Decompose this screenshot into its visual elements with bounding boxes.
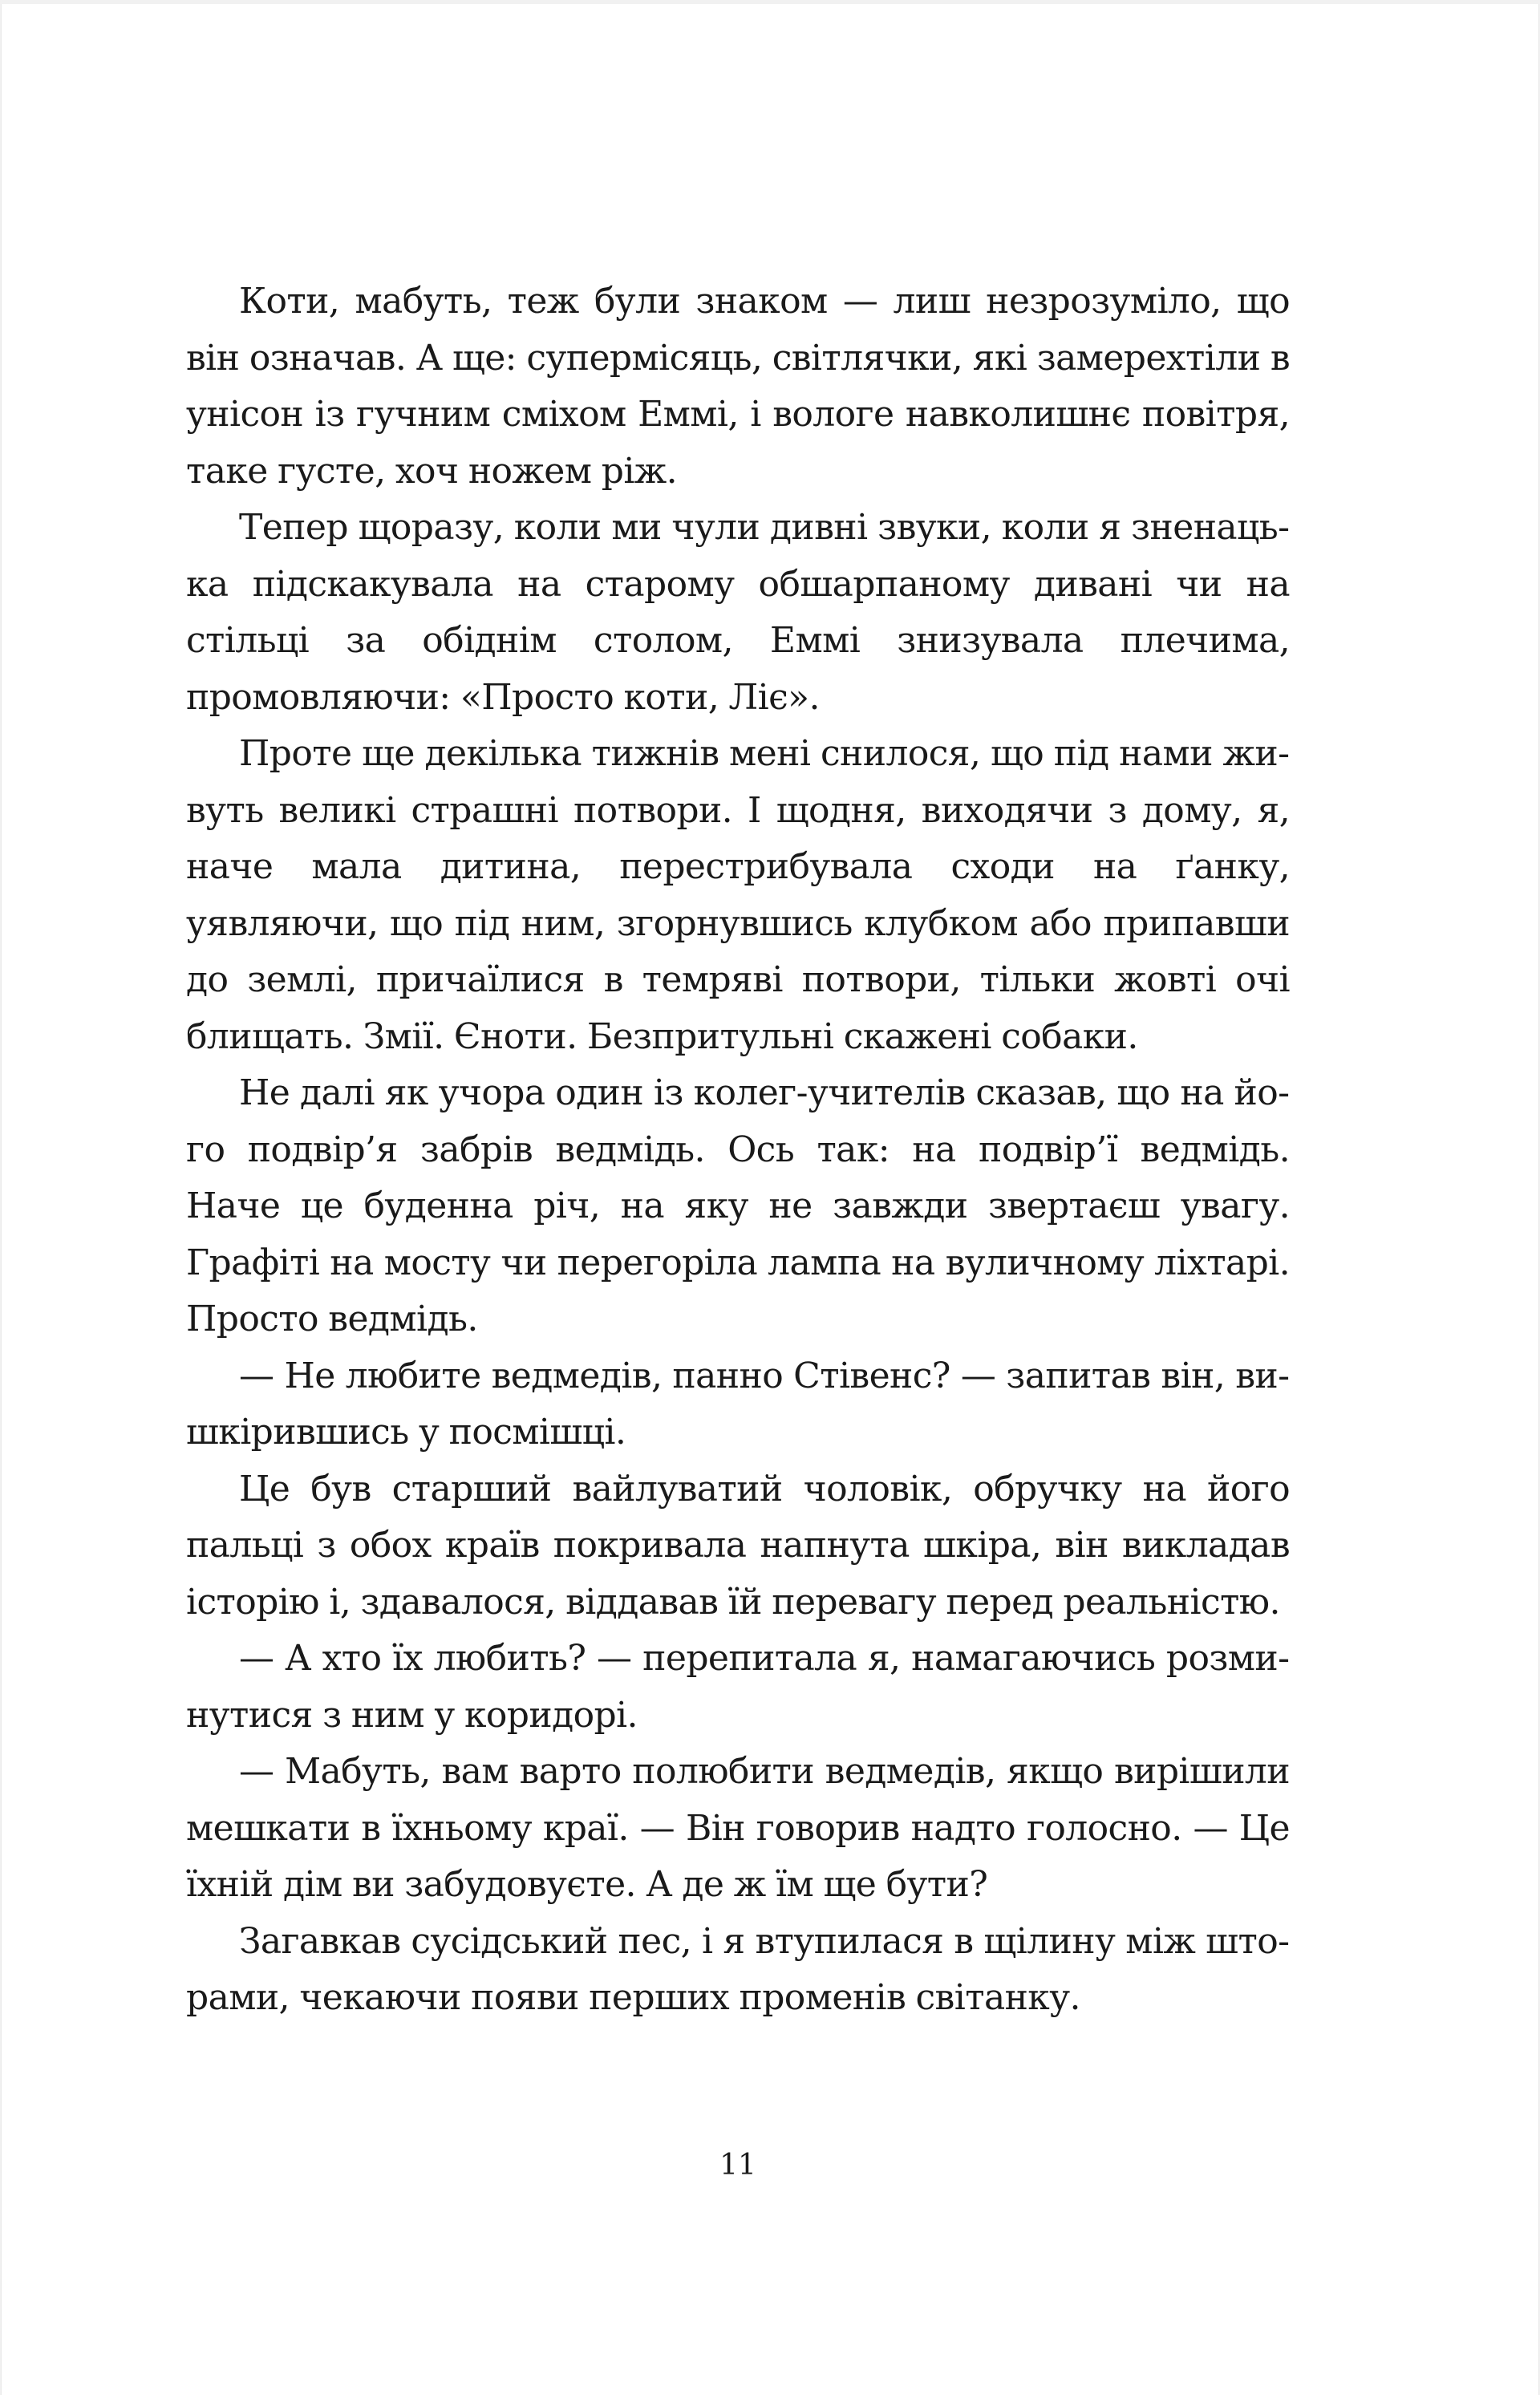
- dialogue-paragraph: — Не любите ведмедів, панно Стівенс? — запитав він, вишкірившись у посмішці.: [186, 1355, 1290, 1453]
- paragraph: Проте ще декілька тижнів мені снилося, що під нами живуть великі страшні потвори. І щодня, виходячи з дому, я, наче мала дитина, перестрибувала сходи на ґанку, уявляючи, що під ним, згорнувшись клубком або припавши до землі, причаїлися в темряві потвори, тільки жовті очі блищать. Змії. Єноти. Безпритульні скажені собаки.: [186, 733, 1290, 1057]
- paragraph: Коти, мабуть, теж були знаком — лиш незрозуміло, що він означав. А ще: супермісяць, світлячки, які замерехтіли в унісон із гучним сміхом Еммі, і вологе навколишнє повітря, таке густе, хоч ножем ріж.: [186, 281, 1290, 492]
- paragraph: Тепер щоразу, коли ми чули дивні звуки, коли я зненацька підскакувала на старому обшарпаному дивані чи на стільці за обіднім столом, Еммі знизувала плечима, промовляючи: «Просто коти, Ліє».: [186, 507, 1290, 718]
- paragraph: Загавкав сусідський пес, і я втупилася в щілину між шторами, чекаючи появи перших променів світанку.: [186, 1920, 1290, 2018]
- body-text: [186, 4, 1290, 2027]
- dialogue-paragraph: — А хто їх любить? — перепитала я, намагаючись розминутися з ним у коридорі.: [186, 1638, 1290, 1736]
- page-number: 11: [719, 2149, 756, 2182]
- book-page: [2, 4, 1538, 2395]
- dialogue-paragraph: — Мабуть, вам варто полюбити ведмедів, якщо вирішили мешкати в їхньому краї. — Він говорив надто голосно. — Це їхній дім ви забудовуєте. А де ж їм ще бути?: [186, 1751, 1290, 1905]
- paragraph: Це був старший вайлуватий чоловік, обручку на його пальці з обох країв покривала напнута шкіра, він викладав історію і, здавалося, віддавав їй перевагу перед реальністю.: [186, 1468, 1290, 1623]
- paragraph: Не далі як учора один із колег-учителів сказав, що на його подвір’я забрів ведмідь. Ось так: на подвір’ї ведмідь. Наче це буденна річ, на яку не завжди звертаєш увагу. Графіті на мосту чи перегоріла лампа на вуличному ліхтарі. Просто ведмідь.: [186, 1072, 1290, 1339]
